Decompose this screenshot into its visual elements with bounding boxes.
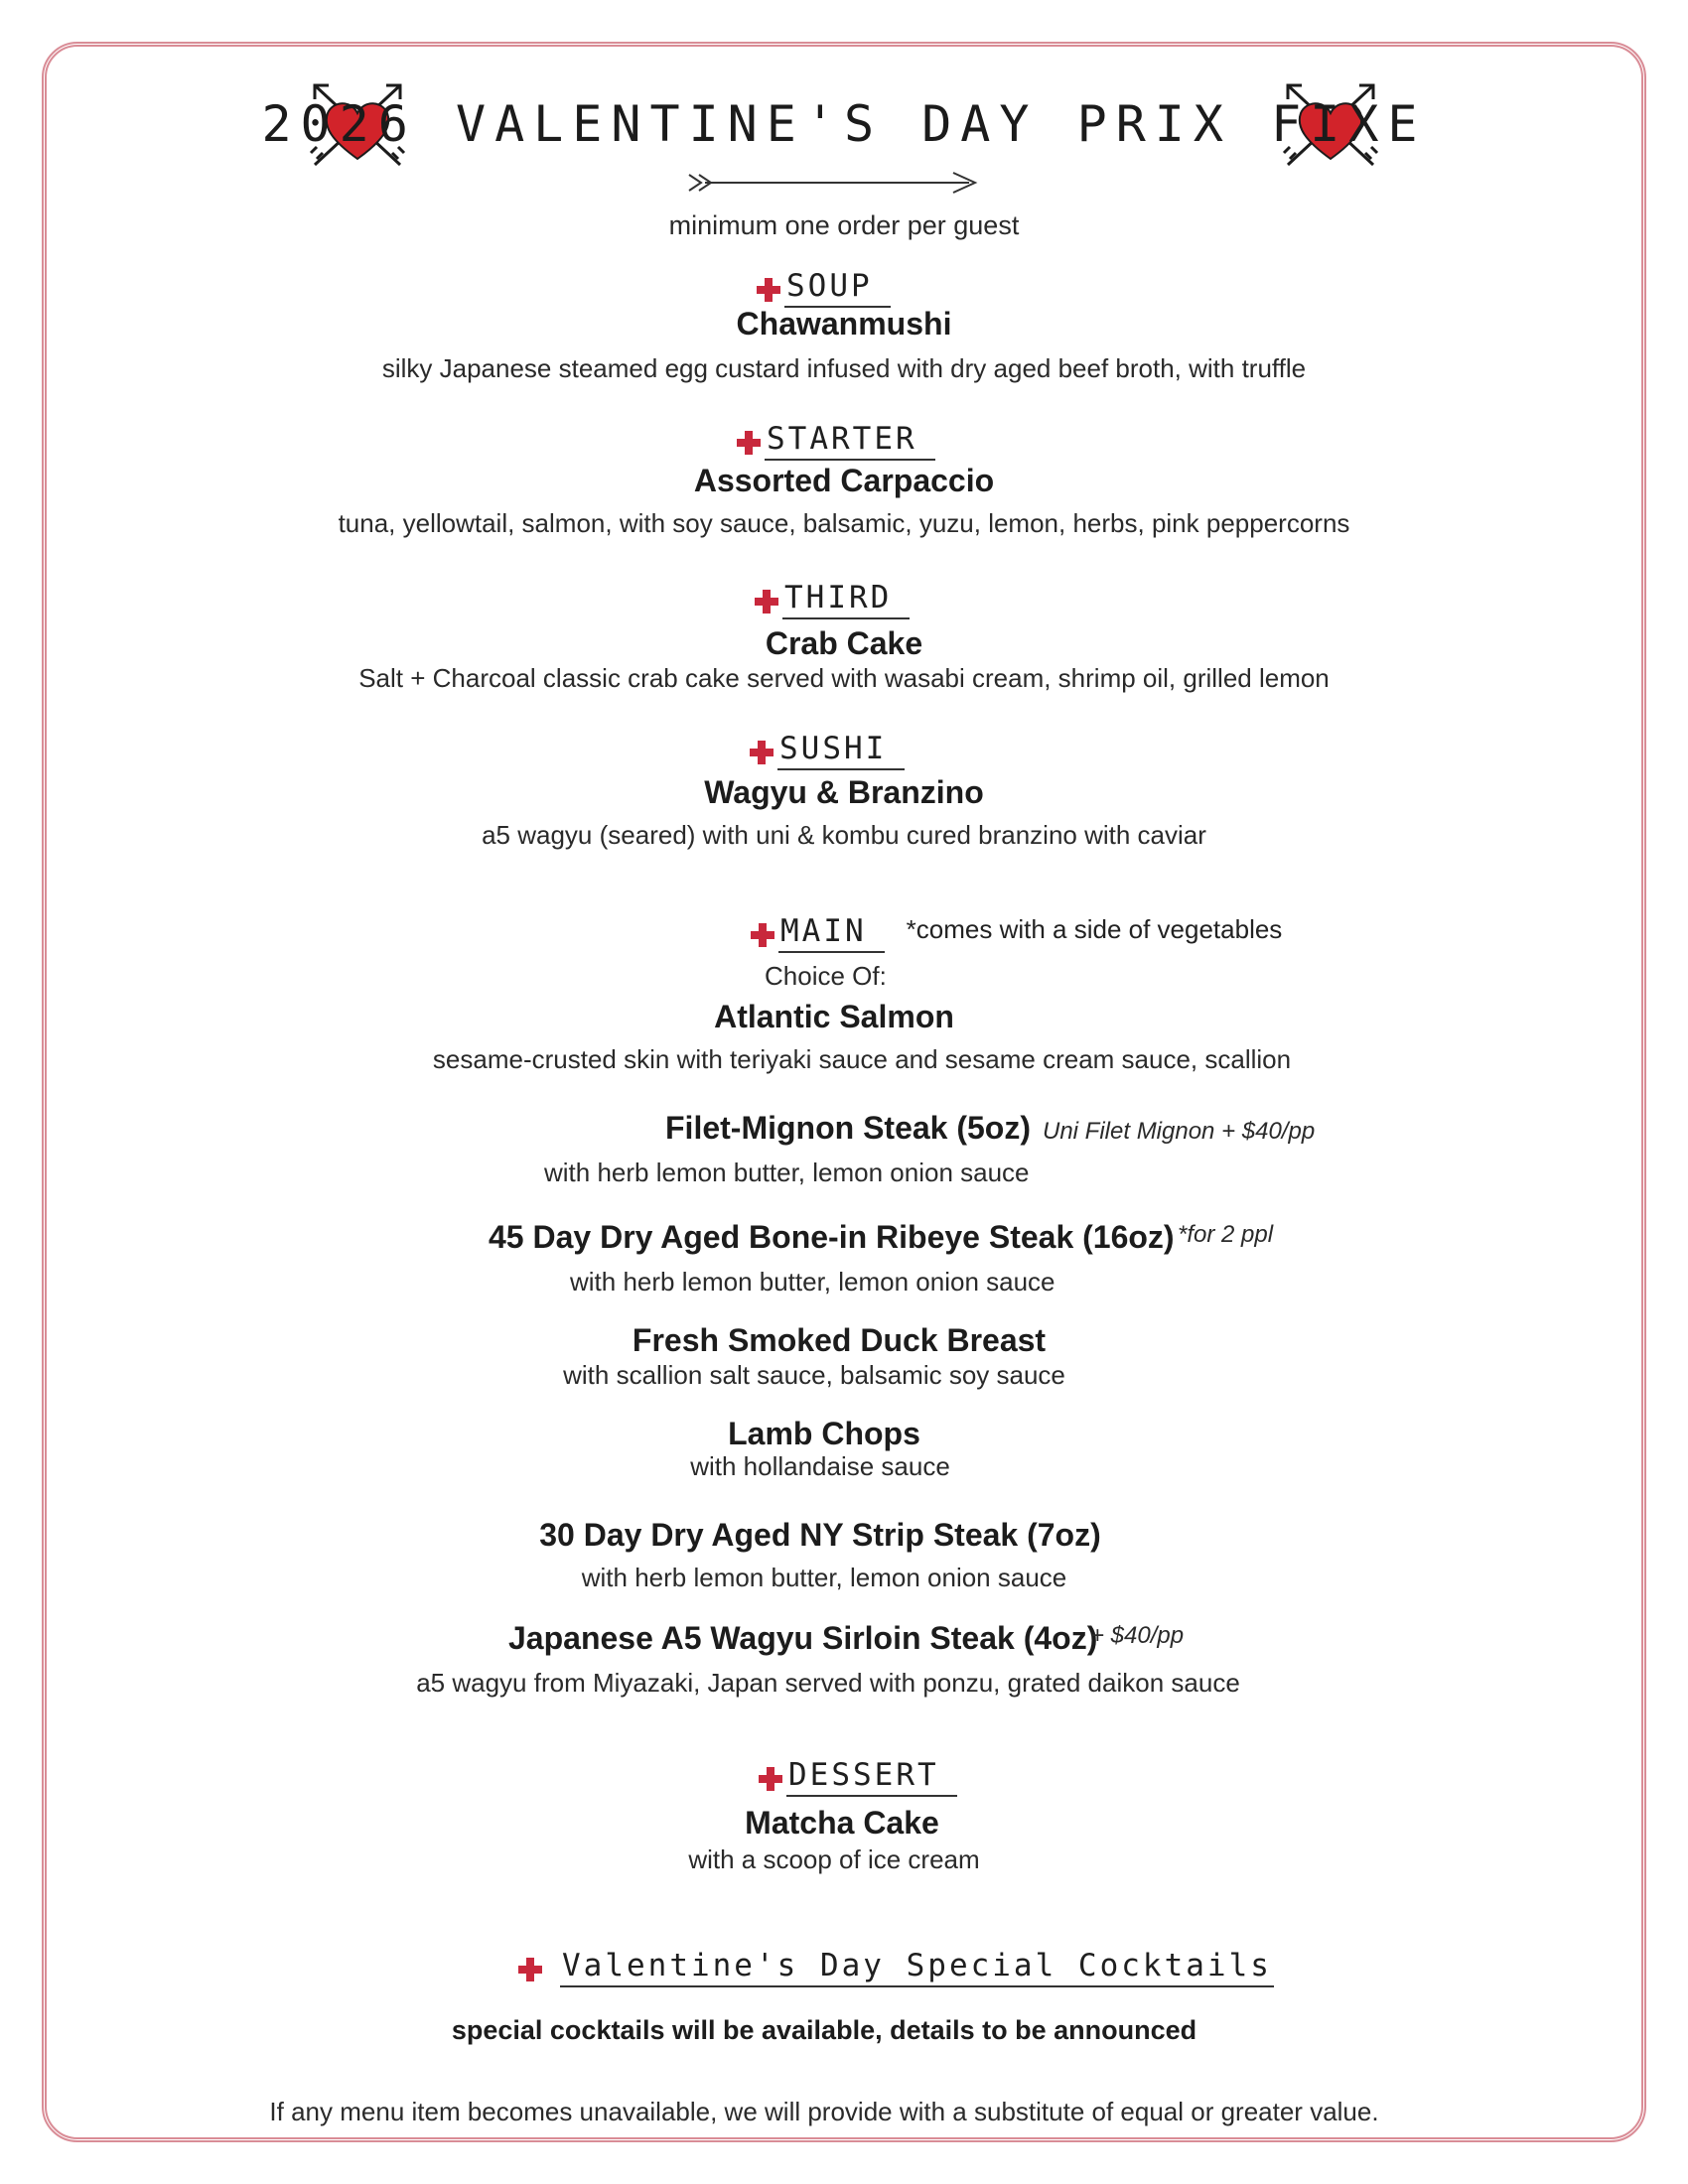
plus-icon [737, 431, 761, 455]
section-label: SUSHI [777, 731, 905, 770]
menu-item-name: Crab Cake [765, 625, 923, 661]
section-cocktails [518, 1948, 1274, 1987]
menu-item-desc: with scallion salt sauce, balsamic soy sauce [563, 1360, 1065, 1390]
menu-item-name: Chawanmushi [736, 306, 952, 341]
section-note: *comes with a side of vegetables [906, 914, 1283, 944]
arrow-icon [685, 169, 983, 197]
menu-item-desc: with hollandaise sauce [690, 1451, 950, 1481]
menu-item-name: Assorted Carpaccio [693, 463, 995, 498]
menu-item-name: Lamb Chops [728, 1416, 920, 1451]
plus-icon [750, 741, 774, 764]
plus-icon [751, 923, 774, 947]
menu-item-desc: sesame-crusted skin with teriyaki sauce and sesame cream sauce, scallion [432, 1044, 1292, 1074]
menu-item-extra: + $40/pp [1090, 1622, 1185, 1649]
subtitle: minimum one order per guest [668, 210, 1020, 240]
menu-item-name: Wagyu & Branzino [704, 774, 984, 810]
menu-item-desc: with herb lemon butter, lemon onion sauce [581, 1563, 1067, 1592]
section-label: STARTER [765, 421, 935, 461]
plus-icon [757, 278, 780, 302]
menu-item-desc: a5 wagyu from Miyazaki, Japan served with ponzu, grated daikon sauce [416, 1668, 1240, 1698]
section-label: MAIN [778, 913, 885, 953]
menu-item-desc: tuna, yellowtail, salmon, with soy sauce, balsamic, yuzu, lemon, herbs, pink peppercorns [338, 508, 1350, 538]
section-main [751, 913, 1282, 953]
menu-item-name: Filet-Mignon Steak (5oz) [665, 1110, 1031, 1146]
menu-item-extra: Uni Filet Mignon + $40/pp [1043, 1118, 1316, 1145]
section-soup [757, 268, 891, 308]
menu-item-name: Fresh Smoked Duck Breast [632, 1322, 1047, 1358]
menu-item-desc: with a scoop of ice cream [688, 1844, 980, 1874]
menu-item-desc: with herb lemon butter, lemon onion sauce [544, 1158, 1030, 1187]
section-dessert [759, 1757, 957, 1797]
section-third [755, 580, 910, 619]
menu-item-name: Japanese A5 Wagyu Sirloin Steak (4oz) [508, 1620, 1098, 1656]
menu-item-desc: with herb lemon butter, lemon onion sauce [570, 1267, 1055, 1297]
section-starter [737, 421, 935, 461]
menu-item-desc: silky Japanese steamed egg custard infused with dry aged beef broth, with truffle [381, 353, 1307, 383]
section-label: Valentine's Day Special Cocktails [560, 1948, 1274, 1987]
menu-item-name: 45 Day Dry Aged Bone-in Ribeye Steak (16oz) [489, 1219, 1175, 1255]
page-title: 2026 VALENTINE'S DAY PRIX FIXE [261, 95, 1427, 153]
footer-note: If any menu item becomes unavailable, we will provide with a substitute of equal or greater value. [269, 2097, 1379, 2126]
menu-item-desc: a5 wagyu (seared) with uni & kombu cured branzino with caviar [482, 820, 1206, 850]
menu-item-name: Atlantic Salmon [714, 999, 954, 1034]
menu-item-name: 30 Day Dry Aged NY Strip Steak (7oz) [539, 1517, 1101, 1553]
plus-icon [759, 1767, 782, 1791]
plus-icon [755, 590, 778, 614]
section-label: DESSERT [786, 1757, 957, 1797]
section-label: SOUP [784, 268, 891, 308]
plus-icon [518, 1958, 542, 1981]
cocktails-note: special cocktails will be available, details to be announced [451, 2015, 1197, 2045]
section-label: THIRD [782, 580, 910, 619]
menu-item-name: Matcha Cake [745, 1805, 939, 1841]
menu-item-desc: Salt + Charcoal classic crab cake served with wasabi cream, shrimp oil, grilled lemon [358, 663, 1330, 693]
menu-item-extra: *for 2 ppl [1178, 1221, 1274, 1248]
choice-label: Choice Of: [765, 961, 887, 991]
section-sushi [750, 731, 905, 770]
